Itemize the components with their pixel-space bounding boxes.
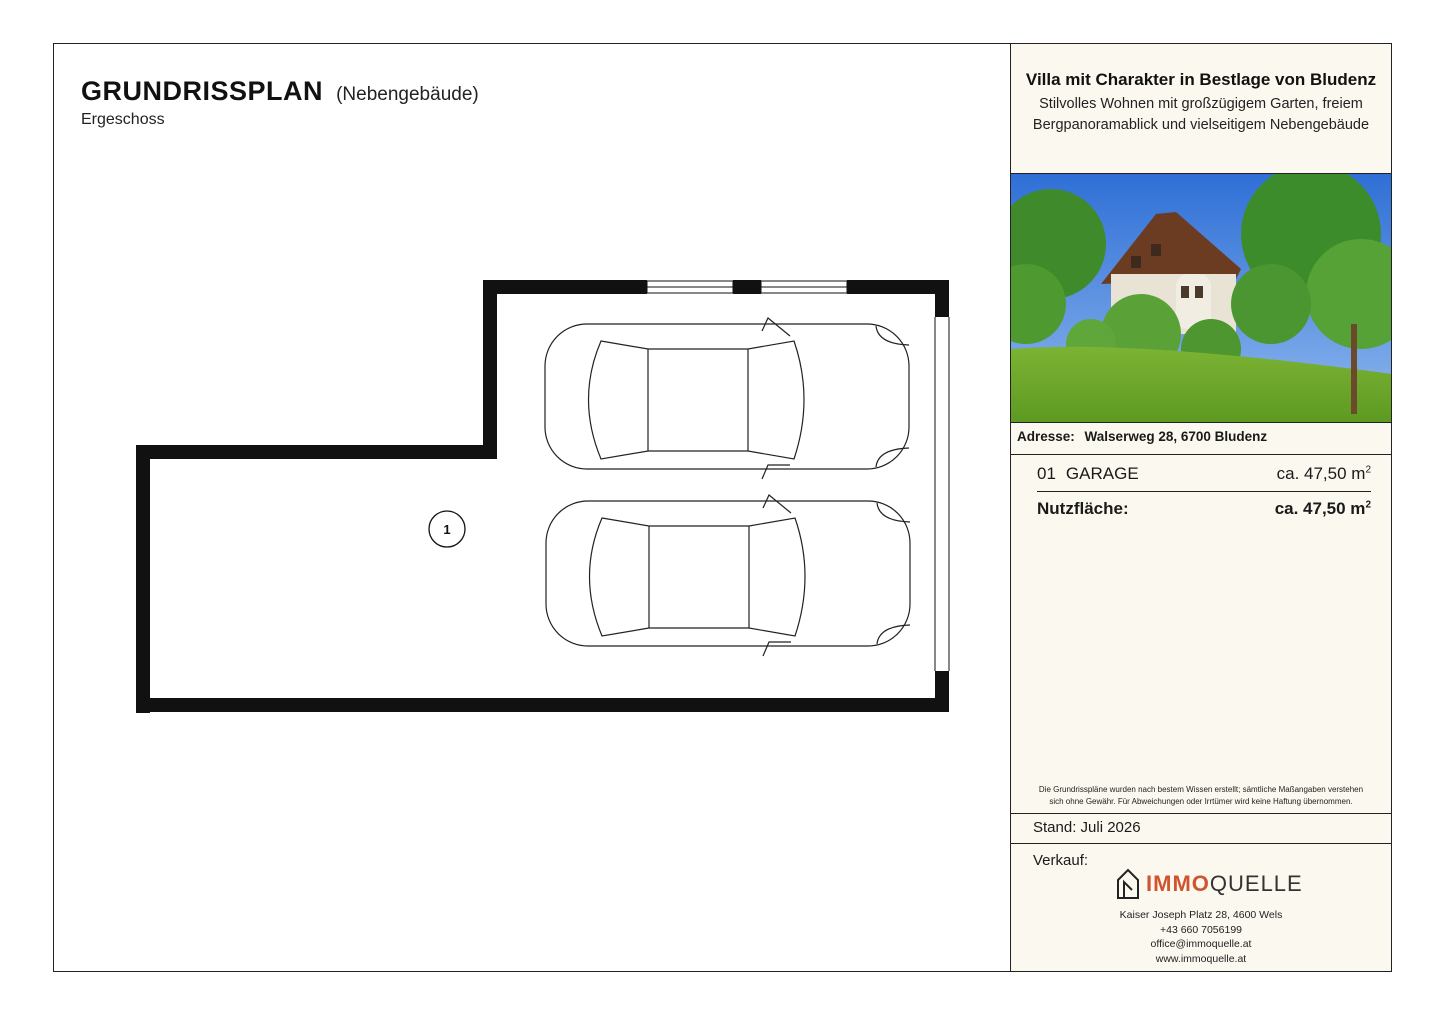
garage-door [935, 317, 949, 671]
room-area-unit: 2 [1365, 464, 1371, 476]
stand-date: Stand: Juli 2026 [1011, 813, 1391, 844]
walls [136, 280, 949, 713]
disclaimer [1011, 784, 1391, 808]
wall-top-mid [733, 280, 761, 294]
plan-subtitle: (Nebengebäude) [336, 84, 479, 105]
room-row [1037, 457, 1371, 492]
room-name: GARAGE [1065, 464, 1139, 483]
wall-right-bottom [935, 671, 949, 712]
room-area [1277, 464, 1371, 484]
floor-plan-drawing [54, 44, 1010, 973]
wall-wing-left [483, 280, 497, 459]
logo-text-bold: IMMO [1146, 871, 1210, 896]
info-panel [1010, 44, 1391, 971]
total-area [1275, 499, 1371, 519]
wall-step [136, 445, 497, 459]
total-row [1037, 492, 1371, 526]
wall-right-top [935, 280, 949, 317]
logo-wordmark [1146, 871, 1303, 897]
wall-top-right [847, 280, 949, 294]
room-number: 01 [1037, 464, 1056, 483]
verkauf-label: Verkauf: [1033, 852, 1089, 869]
contact-phone: +43 660 7056199 [1159, 923, 1243, 936]
property-description [1011, 94, 1391, 136]
disclaimer-line-1: Die Grundrisspläne wurden nach bestem Wissen erstellt; sämtliche Maßangaben verstehen [1038, 785, 1364, 794]
total-label: Nutzfläche: [1037, 499, 1129, 518]
villa-photo-illustration [1011, 174, 1391, 422]
property-photo [1011, 174, 1391, 423]
address-row [1011, 423, 1391, 455]
description-line-1: Stilvolles Wohnen mit großzügigem Garten, freiem [1039, 96, 1363, 112]
wall-left [136, 445, 150, 713]
wall-bottom [136, 698, 949, 712]
contact-block [1011, 908, 1391, 966]
address-value: Walserweg 28, 6700 Bludenz [1084, 429, 1268, 444]
car-top [545, 318, 909, 479]
floor-label: Ergeschoss [81, 111, 165, 128]
room-area-value: ca. 47,50 m [1276, 464, 1366, 483]
floor-plan-area [54, 44, 1010, 971]
contact-email[interactable]: office@immoquelle.at [1150, 938, 1252, 950]
house-outline-icon [1116, 868, 1140, 900]
plan-title: GRUNDRISSPLAN [81, 76, 324, 106]
total-area-value: ca. 47,50 m [1274, 499, 1366, 518]
plan-sheet [53, 43, 1392, 972]
total-area-unit: 2 [1365, 499, 1371, 511]
room-table [1011, 457, 1391, 526]
car-bottom [546, 495, 910, 656]
contact-website[interactable]: www.immoquelle.at [1155, 952, 1247, 965]
contact-address: Kaiser Joseph Platz 28, 4600 Wels [1119, 909, 1283, 921]
wall-top-left [483, 280, 647, 294]
disclaimer-line-2: sich ohne Gewähr. Für Abweichungen oder Irrtümer wird keine Haftung übernommen. [1049, 797, 1353, 806]
logo-text-thin: QUELLE [1209, 871, 1303, 896]
property-title: Villa mit Charakter in Bestlage von Bludenz [1025, 70, 1377, 89]
room-marker-label: 1 [443, 522, 451, 537]
immoquelle-logo [1116, 868, 1303, 900]
property-header [1011, 44, 1391, 174]
room-name-cell [1037, 464, 1139, 484]
description-line-2: Bergpanoramablick und vielseitigem Nebengebäude [1032, 117, 1370, 133]
address-label: Adresse: [1017, 429, 1075, 444]
